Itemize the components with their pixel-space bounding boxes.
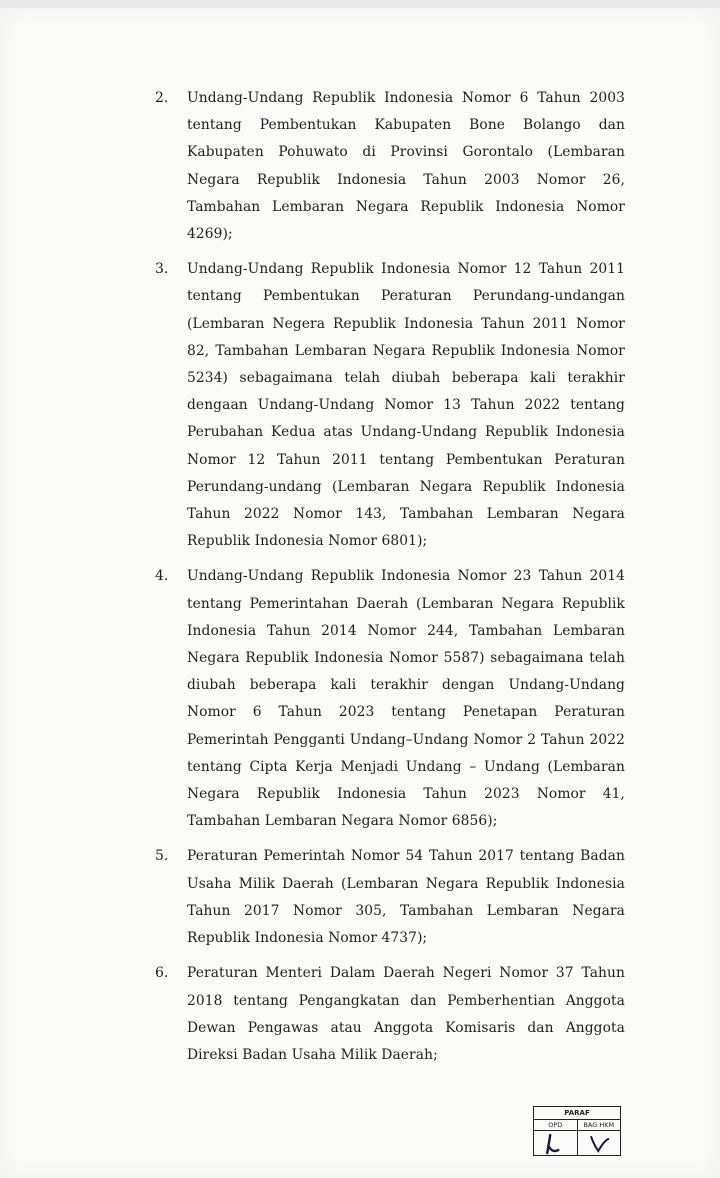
item-number: 6.: [155, 965, 169, 982]
paraf-col-bag-hkm: [577, 1120, 621, 1156]
list-item: [155, 563, 625, 835]
item-text: Peraturan Pemerintah Nomor 54 Tahun 2017 tentang Badan Usaha Milik Daerah (Lembaran Negara Republik Indonesia Tahun 2017 Nomor 305, Tambahan Lembaran Negara Republik Indonesia Nomor 4737);: [187, 848, 625, 947]
paraf-opd-label: OPD: [534, 1120, 577, 1131]
paraf-col-opd: [534, 1120, 577, 1156]
item-number: 2.: [155, 90, 169, 106]
bag-hkm-signature-mark: [578, 1130, 621, 1156]
item-number: 3.: [155, 261, 169, 278]
item-text: Undang-Undang Republik Indonesia Nomor 6 Tahun 2003 tentang Pembentukan Kabupaten Bone Bolango dan Kabupaten Pohuwato di Provinsi Gorontalo (Lembaran Negara Republik Indonesia Tahun 2003 Nomor 26, Tambahan Lembaran Negara Republik Indonesia Nomor 4269);: [187, 90, 625, 243]
paraf-title: PARAF: [534, 1107, 620, 1120]
legal-basis-list: [155, 85, 625, 1069]
item-number: 5.: [155, 848, 169, 865]
item-text: Peraturan Menteri Dalam Daerah Negeri Nomor 37 Tahun 2018 tentang Pengangkatan dan Pemberhentian Anggota Dewan Pengawas atau Anggota Komisaris dan Anggota Direksi Badan Usaha Milik Daerah;: [187, 965, 625, 1063]
paraf-row: [534, 1120, 620, 1156]
item-text: Undang-Undang Republik Indonesia Nomor 23 Tahun 2014 tentang Pemerintahan Daerah (Lembaran Negara Republik Indonesia Tahun 2014 Nomor 244, Tambahan Lembaran Negara Republik Indonesia Nomor 5587) sebagaimana telah diubah beberapa kali terakhir dengan Undang-Undang Nomor 6 Tahun 2023 tentang Penetapan Peraturan Pemerintah Pengganti Undang–Undang Nomor 2 Tahun 2022 tentang Cipta Kerja Menjadi Undang – Undang (Lembaran Negara Republik Indonesia Tahun 2023 Nomor 41, Tambahan Lembaran Negara Nomor 6856);: [187, 568, 625, 830]
list-item: [155, 843, 625, 952]
opd-signature-mark: [534, 1130, 577, 1156]
document-page: [0, 8, 720, 1178]
list-item: [155, 256, 625, 555]
item-number: 4.: [155, 568, 169, 585]
item-text: Undang-Undang Republik Indonesia Nomor 12 Tahun 2011 tentang Pembentukan Peraturan Perundang-undangan (Lembaran Negera Republik Indonesia Tahun 2011 Nomor 82, Tambahan Lembaran Negara Republik Indonesia Nomor 5234) sebagaimana telah diubah beberapa kali terakhir dengaan Undang-Undang Nomor 13 Tahun 2022 tentang Perubahan Kedua atas Undang-Undang Republik Indonesia Nomor 12 Tahun 2011 tentang Pembentukan Peraturan Perundang-undang (Lembaran Negara Republik Indonesia Tahun 2022 Nomor 143, Tambahan Lembaran Negara Republik Indonesia Nomor 6801);: [187, 261, 625, 550]
list-item: [155, 85, 625, 248]
list-item: [155, 960, 625, 1069]
paraf-bag-hkm-label: BAG HKM: [578, 1120, 621, 1131]
paraf-box: [533, 1106, 621, 1156]
